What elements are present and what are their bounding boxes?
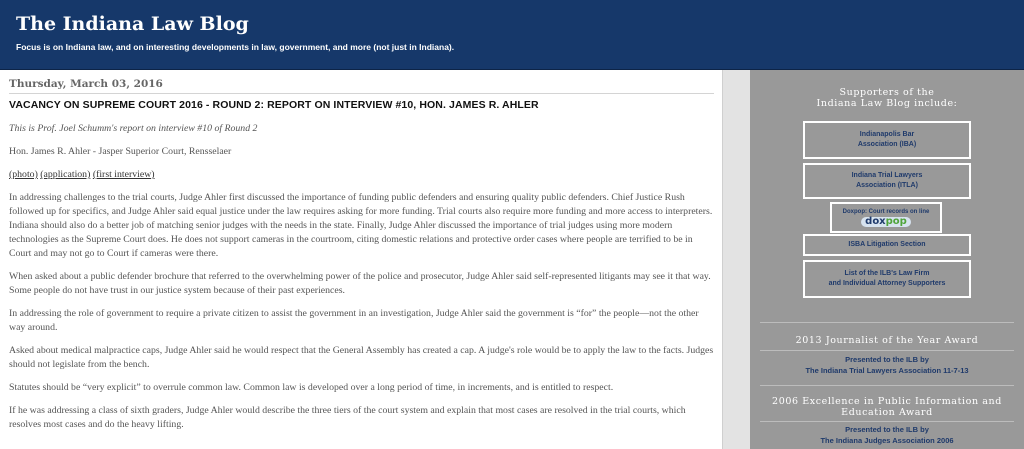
award-2006-text[interactable]: [760, 424, 1014, 446]
sidebar-gutter: [723, 70, 750, 449]
award-line: Presented to the ILB by: [845, 355, 929, 364]
post-intro: This is Prof. Joel Schumm's report on interview #10 of Round 2: [9, 123, 258, 134]
supporter-doxpop-link[interactable]: [830, 202, 942, 233]
supporter-iba-link[interactable]: [803, 121, 971, 159]
supporter-line: Doxpop: Court records on line: [842, 209, 930, 215]
post-subject: Hon. James R. Ahler - Jasper Superior Court, Rensselaer: [9, 146, 232, 157]
supporter-line: Indiana Trial Lawyers: [851, 172, 923, 179]
first-interview-link[interactable]: (first interview): [92, 169, 155, 180]
award-line: Presented to the ILB by: [845, 425, 929, 434]
supporters-heading-line: Supporters of the: [839, 87, 935, 98]
doxpop-logo-text: dox: [865, 216, 886, 227]
blog-title[interactable]: The Indiana Law Blog: [16, 13, 249, 35]
post-paragraph: In addressing the role of government to require a private citizen to assist the government in an investigation, Judge Ahler said the government is “for” the people—not the other way around.: [9, 308, 699, 333]
supporter-list-link[interactable]: [803, 260, 971, 298]
sidebar-divider: [760, 421, 1014, 422]
post-paragraph: Statutes should be “very explicit” to overrule common law. Common law is developed over a long period of time, in increments, and is entitled to respect.: [9, 382, 614, 393]
supporters-heading: [760, 87, 1014, 109]
award-heading-line: 2006 Excellence in Public Information and: [772, 396, 1002, 407]
award-heading-line: Education Award: [841, 407, 933, 418]
sidebar-divider: [760, 350, 1014, 351]
sidebar: [750, 70, 1024, 449]
application-link[interactable]: (application): [40, 169, 91, 180]
main-column: [0, 70, 723, 449]
post-title[interactable]: VACANCY ON SUPREME COURT 2016 - ROUND 2: REPORT ON INTERVIEW #10, HON. JAMES R. AHLER: [9, 99, 539, 111]
sidebar-divider: [760, 322, 1014, 323]
doxpop-logo: [861, 217, 911, 227]
supporter-line: Association (ITLA): [856, 182, 918, 189]
sidebar-divider: [760, 385, 1014, 386]
supporter-line: and Individual Attorney Supporters: [828, 280, 946, 287]
supporter-line: List of the ILB's Law Firm: [844, 270, 930, 277]
post-date: Thursday, March 03, 2016: [9, 78, 714, 94]
doxpop-logo-text: pop: [885, 216, 907, 227]
blog-description: Focus is on Indiana law, and on interesting developments in law, government, and more (not just in Indiana).: [16, 42, 455, 52]
post-body: [9, 122, 715, 441]
photo-link[interactable]: (photo): [9, 169, 38, 180]
award-line: The Indiana Trial Lawyers Association 11-7-13: [805, 366, 969, 375]
award-2013-heading: 2013 Journalist of the Year Award: [795, 335, 979, 346]
blog-header: [0, 0, 1024, 70]
supporter-line: Indianapolis Bar: [859, 131, 915, 138]
award-2006-heading: [760, 396, 1014, 418]
post-paragraph: In addressing challenges to the trial courts, Judge Ahler first discussed the importance of funding public defenders and ensuring quality public defenders. Chief Justice Rush followed up for specifics, and Judge Ahler said equal justice under the law requires asking for more funding. Trial courts also require more funding and more access to interpreters. Indiana should also do a better job of matching senior judges with the needs in the state. Finally, Judge Ahler discussed the importance of trial judges using more modern technologies as the Supreme Court does. He does not support cameras in the courtroom, citing domestic relations and protective order cases where people are terrified to be in Court and may not go to Court if cameras were there.: [9, 192, 713, 259]
supporter-line: Association (IBA): [857, 141, 917, 148]
award-2013-text[interactable]: [760, 354, 1014, 376]
post-paragraph: If he was addressing a class of sixth graders, Judge Ahler would describe the three tiers of the court system and explain that most cases are resolved in the trial courts, which resolves most cases and do the heavy lifting.: [9, 405, 686, 430]
supporters-heading-line: Indiana Law Blog include:: [816, 98, 958, 109]
post-links: [9, 168, 715, 182]
supporter-isba-link[interactable]: [803, 234, 971, 256]
post-paragraph: When asked about a public defender brochure that referred to the overwhelming power of the police and prosecutor, Judge Ahler said self-represented litigants may see it that way. Some people do not have trust in our justice system because of their past experiences.: [9, 271, 711, 296]
award-line: The Indiana Judges Association 2006: [820, 436, 954, 445]
supporter-line: ISBA Litigation Section: [848, 241, 926, 248]
supporter-itla-link[interactable]: [803, 163, 971, 199]
post-paragraph: Asked about medical malpractice caps, Judge Ahler said he would respect that the General Assembly has created a cap. A judge's role would be to apply the law to the facts. Judges should not legislate from the bench.: [9, 345, 714, 370]
